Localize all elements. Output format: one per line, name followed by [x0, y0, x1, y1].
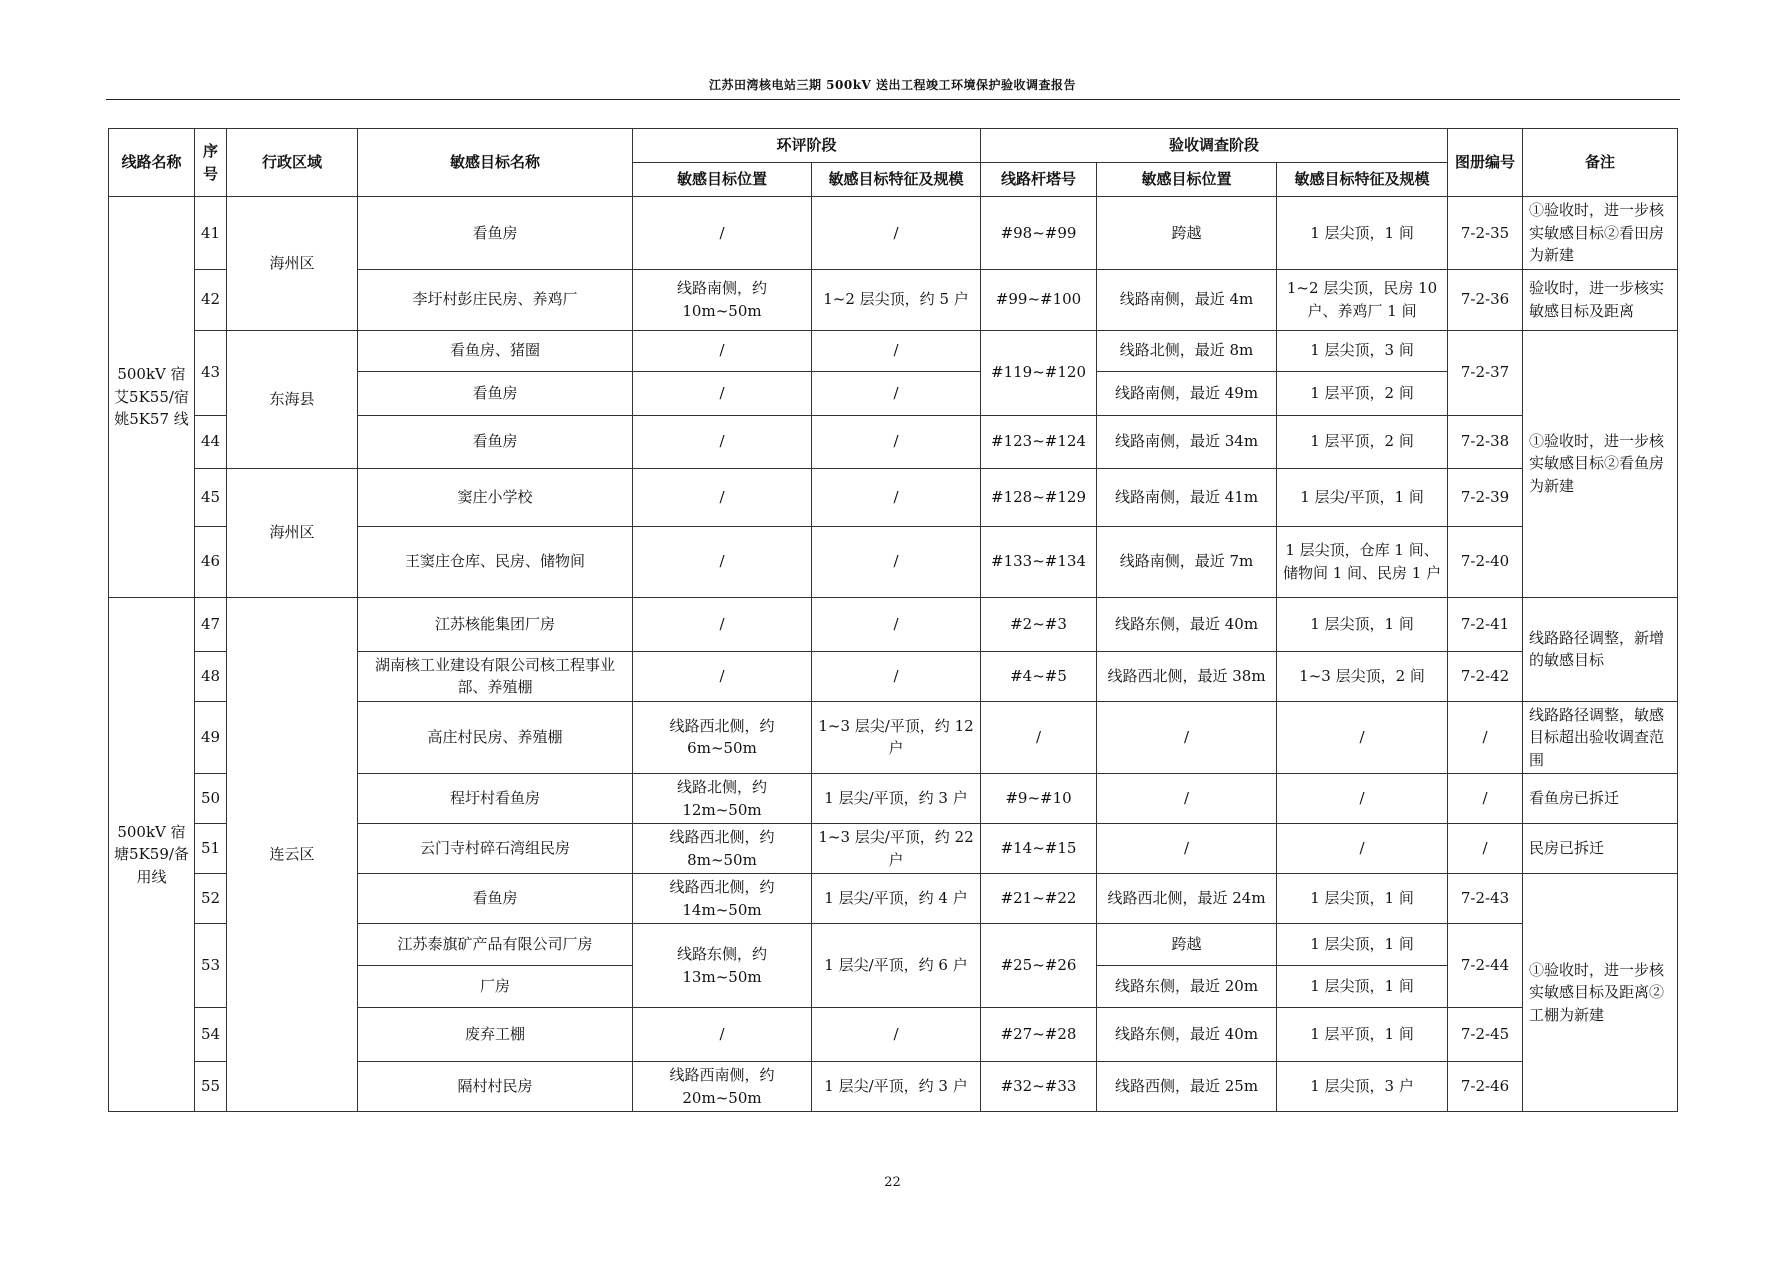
eia-position-cell: / [633, 526, 812, 597]
target-name-cell: 云门寺村碎石湾组民房 [358, 824, 633, 874]
acc-feature-cell: 1 层尖顶，1 间 [1277, 197, 1448, 270]
line-name-cell: 500kV 宿艾5K55/宿姚5K57 线 [109, 197, 195, 598]
table-row [109, 597, 1678, 651]
figure-cell: / [1448, 701, 1523, 774]
line-name-cell: 500kV 宿塘5K59/备用线 [109, 597, 195, 1112]
header-eia-feature: 敏感目标特征及规模 [812, 163, 981, 197]
eia-position-cell: 线路南侧，约 10m~50m [633, 269, 812, 330]
target-name-cell: 看鱼房 [358, 371, 633, 415]
tower-cell: #4~#5 [981, 651, 1097, 701]
eia-feature-cell: 1 层尖/平顶，约 6 户 [812, 924, 981, 1008]
eia-position-cell: / [633, 651, 812, 701]
tower-cell: #14~#15 [981, 824, 1097, 874]
target-name-cell: 废弃工棚 [358, 1008, 633, 1062]
acc-feature-cell: 1 层平顶，2 间 [1277, 415, 1448, 468]
eia-feature-cell: / [812, 197, 981, 270]
seq-cell: 54 [195, 1008, 227, 1062]
acc-position-cell: 线路南侧，最近 34m [1097, 415, 1277, 468]
eia-position-cell: 线路西北侧，约 6m~50m [633, 701, 812, 774]
seq-cell: 47 [195, 597, 227, 651]
figure-cell: 7-2-37 [1448, 330, 1523, 415]
figure-cell: / [1448, 824, 1523, 874]
acc-position-cell: 线路西北侧，最近 24m [1097, 874, 1277, 924]
tower-cell: #99~#100 [981, 269, 1097, 330]
eia-feature-cell: / [812, 330, 981, 371]
eia-position-cell: / [633, 468, 812, 526]
acc-feature-cell: 1 层尖顶，3 间 [1277, 330, 1448, 371]
acc-feature-cell: 1 层平顶，1 间 [1277, 1008, 1448, 1062]
target-name-cell: 湖南核工业建设有限公司核工程事业部、养殖棚 [358, 651, 633, 701]
acc-position-cell: 线路东侧，最近 40m [1097, 597, 1277, 651]
eia-position-cell: / [633, 1008, 812, 1062]
acc-position-cell: 线路南侧，最近 49m [1097, 371, 1277, 415]
seq-cell: 53 [195, 924, 227, 1008]
table-row [109, 197, 1678, 270]
target-name-cell: 看鱼房 [358, 197, 633, 270]
tower-cell: #21~#22 [981, 874, 1097, 924]
remark-cell: 线路路径调整，敏感目标超出验收调查范围 [1523, 701, 1678, 774]
acc-position-cell: 跨越 [1097, 924, 1277, 966]
figure-cell: 7-2-42 [1448, 651, 1523, 701]
acc-feature-cell: 1~3 层尖顶，2 间 [1277, 651, 1448, 701]
acc-feature-cell: 1 层尖/平顶，1 间 [1277, 468, 1448, 526]
table-row [109, 468, 1678, 526]
header-seq: 序号 [195, 129, 227, 197]
figure-cell: 7-2-45 [1448, 1008, 1523, 1062]
target-name-cell: 江苏泰旗矿产品有限公司厂房 [358, 924, 633, 966]
eia-feature-cell: / [812, 526, 981, 597]
seq-cell: 52 [195, 874, 227, 924]
figure-cell: 7-2-40 [1448, 526, 1523, 597]
tower-cell: #25~#26 [981, 924, 1097, 1008]
figure-cell: / [1448, 774, 1523, 824]
target-name-cell: 李圩村彭庄民房、养鸡厂 [358, 269, 633, 330]
figure-cell: 7-2-44 [1448, 924, 1523, 1008]
acc-feature-cell: / [1277, 824, 1448, 874]
eia-feature-cell: 1 层尖/平顶，约 4 户 [812, 874, 981, 924]
acc-feature-cell: 1 层尖顶，1 间 [1277, 924, 1448, 966]
target-name-cell: 厂房 [358, 966, 633, 1008]
target-name-cell: 隔村村民房 [358, 1062, 633, 1112]
region-cell: 连云区 [227, 597, 358, 1112]
table-header-row [109, 129, 1678, 163]
seq-cell: 48 [195, 651, 227, 701]
acc-position-cell: 线路南侧，最近 41m [1097, 468, 1277, 526]
figure-cell: 7-2-41 [1448, 597, 1523, 651]
eia-feature-cell: 1~3 层尖/平顶，约 22 户 [812, 824, 981, 874]
header-target-name: 敏感目标名称 [358, 129, 633, 197]
figure-cell: 7-2-46 [1448, 1062, 1523, 1112]
acc-position-cell: 线路南侧，最近 7m [1097, 526, 1277, 597]
region-cell: 海州区 [227, 468, 358, 597]
header-line-name: 线路名称 [109, 129, 195, 197]
acc-feature-cell: 1 层平顶，2 间 [1277, 371, 1448, 415]
figure-cell: 7-2-35 [1448, 197, 1523, 270]
remark-cell: 验收时，进一步核实敏感目标及距离 [1523, 269, 1678, 330]
figure-cell: 7-2-36 [1448, 269, 1523, 330]
header-acc-position: 敏感目标位置 [1097, 163, 1277, 197]
eia-feature-cell: 1~2 层尖顶，约 5 户 [812, 269, 981, 330]
acc-feature-cell: 1 层尖顶，1 间 [1277, 597, 1448, 651]
seq-cell: 51 [195, 824, 227, 874]
eia-feature-cell: / [812, 468, 981, 526]
document-header-title: 江苏田湾核电站三期 500kV 送出工程竣工环境保护验收调查报告 [708, 78, 1077, 92]
acc-feature-cell: 1 层尖顶，仓库 1 间、储物间 1 间、民房 1 户 [1277, 526, 1448, 597]
remark-cell: ①验收时，进一步核实敏感目标②看鱼房为新建 [1523, 330, 1678, 597]
eia-position-cell: 线路西北侧，约 14m~50m [633, 874, 812, 924]
target-name-cell: 看鱼房 [358, 874, 633, 924]
header-remark: 备注 [1523, 129, 1678, 197]
eia-position-cell: / [633, 415, 812, 468]
eia-position-cell: / [633, 197, 812, 270]
seq-cell: 45 [195, 468, 227, 526]
acc-feature-cell: / [1277, 774, 1448, 824]
remark-cell: ①验收时，进一步核实敏感目标②看田房为新建 [1523, 197, 1678, 270]
eia-feature-cell: / [812, 415, 981, 468]
tower-cell: #98~#99 [981, 197, 1097, 270]
figure-cell: 7-2-39 [1448, 468, 1523, 526]
remark-cell: 民房已拆迁 [1523, 824, 1678, 874]
tower-cell: #9~#10 [981, 774, 1097, 824]
target-name-cell: 高庄村民房、养殖棚 [358, 701, 633, 774]
tower-cell: #2~#3 [981, 597, 1097, 651]
region-cell: 海州区 [227, 197, 358, 331]
seq-cell: 44 [195, 415, 227, 468]
seq-cell: 49 [195, 701, 227, 774]
tower-cell: #32~#33 [981, 1062, 1097, 1112]
eia-feature-cell: / [812, 597, 981, 651]
eia-feature-cell: / [812, 1008, 981, 1062]
acc-feature-cell: 1 层尖顶，1 间 [1277, 874, 1448, 924]
table-row [109, 330, 1678, 371]
tower-cell: #123~#124 [981, 415, 1097, 468]
acc-position-cell: 线路西侧，最近 25m [1097, 1062, 1277, 1112]
target-name-cell: 窦庄小学校 [358, 468, 633, 526]
tower-cell: #119~#120 [981, 330, 1097, 415]
eia-position-cell: / [633, 371, 812, 415]
seq-cell: 42 [195, 269, 227, 330]
tower-cell: #128~#129 [981, 468, 1097, 526]
tower-cell: #133~#134 [981, 526, 1097, 597]
acc-position-cell: 跨越 [1097, 197, 1277, 270]
eia-position-cell: 线路北侧，约 12m~50m [633, 774, 812, 824]
acc-feature-cell: / [1277, 701, 1448, 774]
remark-cell: 看鱼房已拆迁 [1523, 774, 1678, 824]
tower-cell: / [981, 701, 1097, 774]
seq-cell: 43 [195, 330, 227, 415]
eia-feature-cell: 1~3 层尖/平顶，约 12 户 [812, 701, 981, 774]
target-name-cell: 王窦庄仓库、民房、储物间 [358, 526, 633, 597]
eia-position-cell: 线路东侧，约 13m~50m [633, 924, 812, 1008]
tower-cell: #27~#28 [981, 1008, 1097, 1062]
acc-position-cell: 线路南侧，最近 4m [1097, 269, 1277, 330]
remark-cell: 线路路径调整，新增的敏感目标 [1523, 597, 1678, 701]
target-name-cell: 看鱼房 [358, 415, 633, 468]
target-name-cell: 看鱼房、猪圈 [358, 330, 633, 371]
eia-feature-cell: 1 层尖/平顶，约 3 户 [812, 774, 981, 824]
target-name-cell: 江苏核能集团厂房 [358, 597, 633, 651]
acc-feature-cell: 1 层尖顶，3 户 [1277, 1062, 1448, 1112]
acc-position-cell: 线路东侧，最近 20m [1097, 966, 1277, 1008]
acc-position-cell: / [1097, 774, 1277, 824]
eia-position-cell: / [633, 330, 812, 371]
sensitive-targets-table [108, 128, 1678, 1112]
acc-position-cell: / [1097, 701, 1277, 774]
seq-cell: 46 [195, 526, 227, 597]
seq-cell: 50 [195, 774, 227, 824]
eia-position-cell: / [633, 597, 812, 651]
header-acc-feature: 敏感目标特征及规模 [1277, 163, 1448, 197]
acc-feature-cell: 1 层尖顶，1 间 [1277, 966, 1448, 1008]
seq-cell: 55 [195, 1062, 227, 1112]
page-number: 22 [884, 1175, 901, 1190]
figure-cell: 7-2-43 [1448, 874, 1523, 924]
seq-cell: 41 [195, 197, 227, 270]
remark-cell: ①验收时，进一步核实敏感目标及距离②工棚为新建 [1523, 874, 1678, 1112]
header-divider [106, 99, 1680, 100]
header-region: 行政区域 [227, 129, 358, 197]
header-acceptance-stage: 验收调查阶段 [981, 129, 1448, 163]
eia-feature-cell: / [812, 371, 981, 415]
acc-position-cell: 线路北侧，最近 8m [1097, 330, 1277, 371]
header-eia-position: 敏感目标位置 [633, 163, 812, 197]
eia-position-cell: 线路西北侧，约 8m~50m [633, 824, 812, 874]
header-figure: 图册编号 [1448, 129, 1523, 197]
acc-position-cell: / [1097, 824, 1277, 874]
acc-position-cell: 线路东侧，最近 40m [1097, 1008, 1277, 1062]
target-name-cell: 程圩村看鱼房 [358, 774, 633, 824]
eia-feature-cell: / [812, 651, 981, 701]
region-cell: 东海县 [227, 330, 358, 468]
header-eia-stage: 环评阶段 [633, 129, 981, 163]
eia-position-cell: 线路西南侧，约 20m~50m [633, 1062, 812, 1112]
eia-feature-cell: 1 层尖/平顶，约 3 户 [812, 1062, 981, 1112]
header-tower: 线路杆塔号 [981, 163, 1097, 197]
acc-feature-cell: 1~2 层尖顶，民房 10 户、养鸡厂 1 间 [1277, 269, 1448, 330]
acc-position-cell: 线路西北侧，最近 38m [1097, 651, 1277, 701]
figure-cell: 7-2-38 [1448, 415, 1523, 468]
